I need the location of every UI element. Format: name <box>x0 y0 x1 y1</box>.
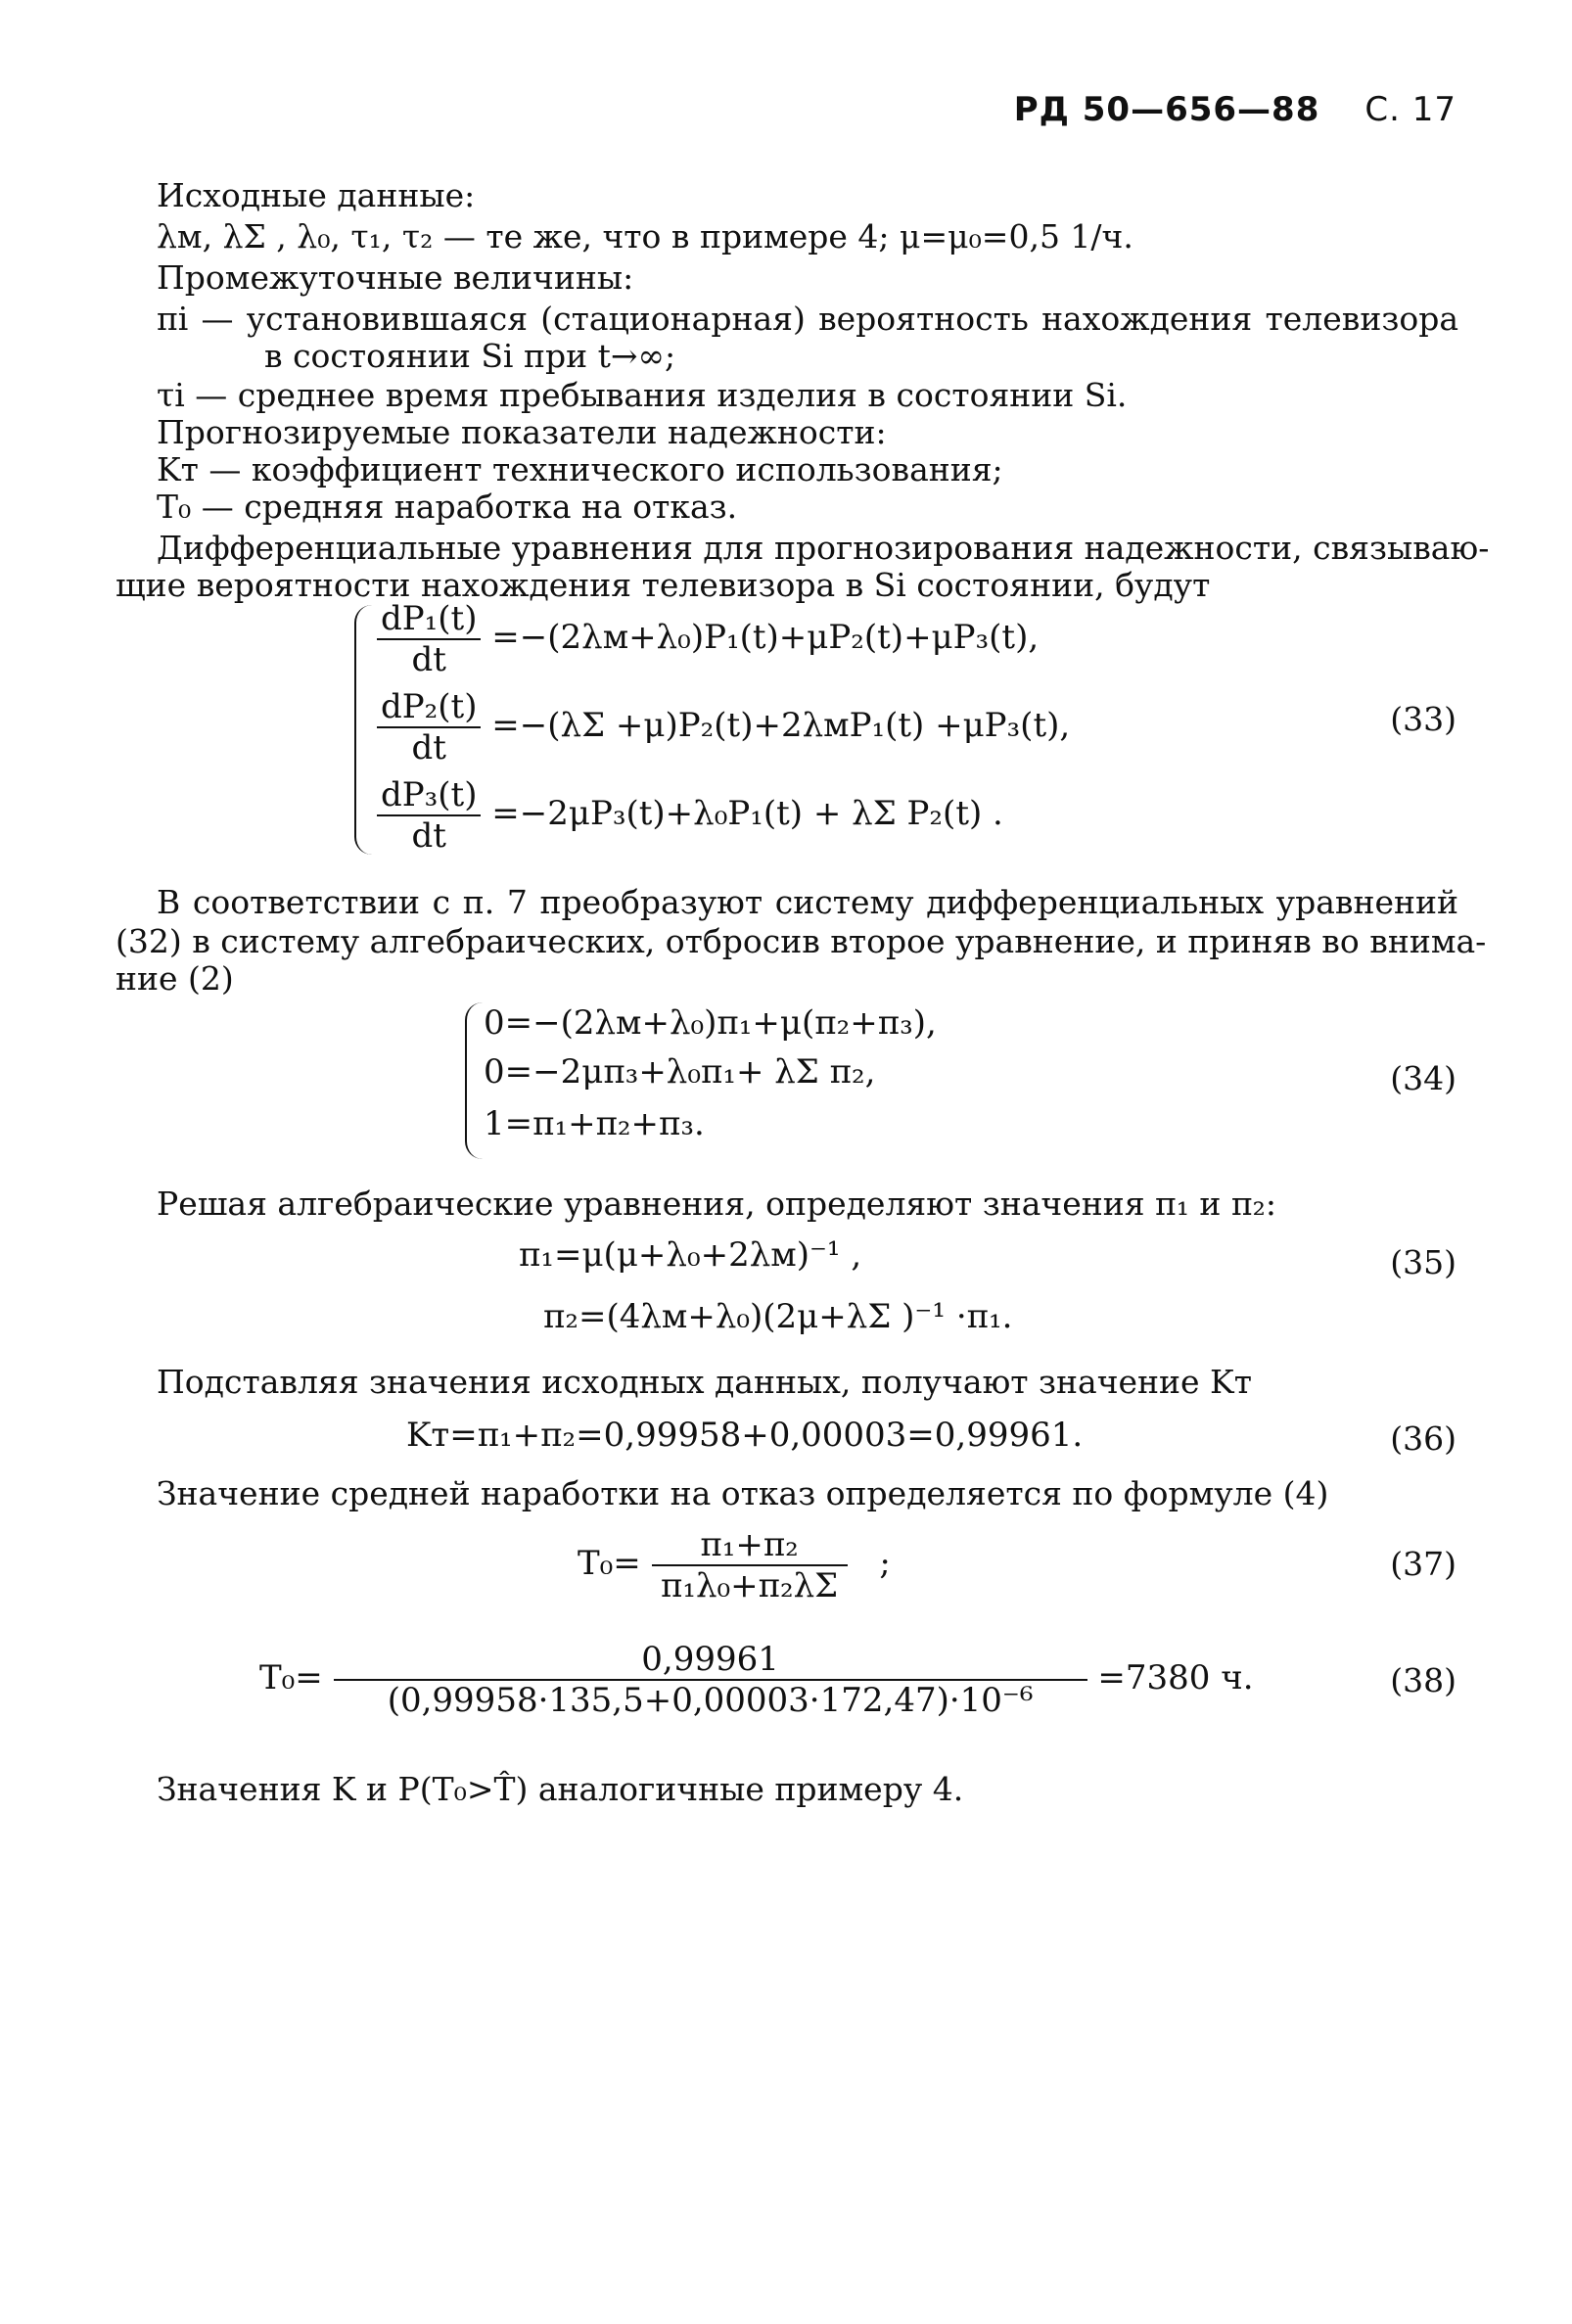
equation-38 <box>259 1640 1254 1720</box>
fraction-numerator: 0,99961 <box>334 1640 1087 1681</box>
equation-35-row-2: π₂=(4λм+λ₀)(2μ+λΣ )⁻¹ ·π₁. <box>543 1297 1013 1336</box>
fraction-denominator: dt <box>411 816 446 856</box>
text-line: Дифференциальные уравнения для прогнозирования надежности, связываю- <box>157 529 1490 567</box>
text-line: Значение средней наработки на отказ определяется по формуле (4) <box>157 1474 1329 1512</box>
equation-number: (36) <box>1390 1419 1456 1458</box>
fraction-denominator: (0,99958·135,5+0,00003·172,47)·10⁻⁶ <box>387 1681 1034 1720</box>
fraction-numerator: π₁+π₂ <box>652 1525 848 1566</box>
fraction-numerator: dP₁(t) <box>377 599 481 640</box>
equation-33-row-2 <box>377 687 1070 767</box>
equation-rhs: =−(2λм+λ₀)P₁(t)+μP₂(t)+μP₃(t), <box>491 618 1040 657</box>
equation-34-row-3: 1=π₁+π₂+π₃. <box>484 1104 705 1143</box>
text-line: Промежуточные величины: <box>157 258 634 297</box>
fraction-denominator: dt <box>411 728 446 767</box>
equation-34-row-2: 0=−2μπ₃+λ₀π₁+ λΣ π₂, <box>484 1052 876 1092</box>
equation-brace <box>465 1002 483 1159</box>
text-line: Прогнозируемые показатели надежности: <box>157 413 887 451</box>
text-line: Подставляя значения исходных данных, получают значение Kт <box>157 1363 1252 1401</box>
equation-33-row-1 <box>377 599 1039 679</box>
text-line: ние (2) <box>116 959 234 998</box>
text-line: Kт — коэффициент технического использования; <box>157 450 1003 488</box>
equation-brace <box>354 605 372 855</box>
text-line: В соответствии с п. 7 преобразуют систему дифференциальных уравнений <box>157 883 1458 921</box>
equation-number: (38) <box>1390 1661 1456 1699</box>
text-line: Значения K и P(T₀>T̂) аналогичные примеру 4. <box>157 1770 964 1808</box>
fraction-numerator: dP₃(t) <box>377 775 481 816</box>
text-line: πi — установившаяся (стационарная) вероятность нахождения телевизора <box>157 300 1458 338</box>
text-line: щие вероятности нахождения телевизора в Si состоянии, будут <box>116 566 1211 604</box>
text-line: λм, λΣ , λ₀, τ₁, τ₂ — те же, что в примере 4; μ=μ₀=0,5 1/ч. <box>157 217 1133 256</box>
page-number: С. 17 <box>1364 90 1456 129</box>
equation-lhs: T₀= <box>259 1658 323 1697</box>
document-code: РД 50—656—88 <box>1013 90 1320 129</box>
equation-33-row-3 <box>377 775 1003 856</box>
equation-number: (37) <box>1390 1545 1456 1583</box>
equation-36: Kт=π₁+π₂=0,99958+0,00003=0,99961. <box>406 1416 1084 1455</box>
equation-34-row-1: 0=−(2λм+λ₀)π₁+μ(π₂+π₃), <box>484 1003 937 1043</box>
equation-number: (35) <box>1390 1243 1456 1281</box>
equation-rhs: =−2μP₃(t)+λ₀P₁(t) + λΣ P₂(t) . <box>491 794 1003 833</box>
equation-tail: ; <box>879 1544 891 1583</box>
equation-lhs: T₀= <box>578 1544 641 1583</box>
fraction-denominator: dt <box>411 640 446 679</box>
equation-number: (33) <box>1390 700 1456 738</box>
equation-rhs: =7380 ч. <box>1097 1658 1254 1697</box>
text-line: Исходные данные: <box>157 176 476 214</box>
text-line: T₀ — средняя наработка на отказ. <box>157 488 738 526</box>
equation-number: (34) <box>1390 1059 1456 1097</box>
page-header <box>1014 90 1456 129</box>
text-line: τi — среднее время пребывания изделия в состоянии Si. <box>157 376 1128 414</box>
text-line: (32) в систему алгебраических, отбросив второе уравнение, и приняв во внима- <box>116 922 1487 960</box>
equation-35-row-1: π₁=μ(μ+λ₀+2λм)⁻¹ , <box>519 1235 862 1275</box>
text-line: в состоянии Si при t→∞; <box>264 337 676 375</box>
fraction-numerator: dP₂(t) <box>377 687 481 728</box>
fraction-denominator: π₁λ₀+π₂λΣ <box>661 1566 839 1605</box>
equation-rhs: =−(λΣ +μ)P₂(t)+2λмP₁(t) +μP₃(t), <box>491 706 1071 745</box>
equation-37 <box>578 1525 891 1605</box>
text-line: Решая алгебраические уравнения, определяют значения π₁ и π₂: <box>157 1185 1276 1223</box>
